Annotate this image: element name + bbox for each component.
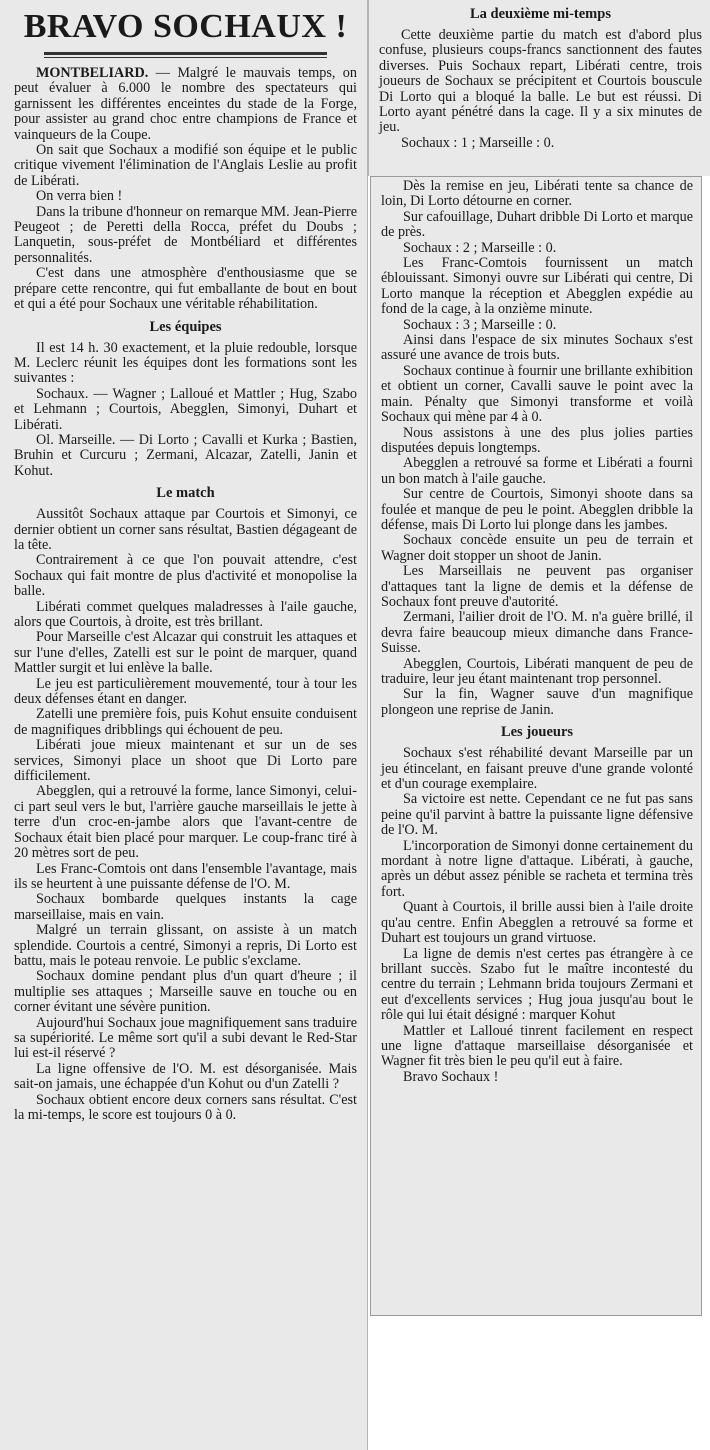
paragraph: Quant à Courtois, il brille aussi bien à l'aile droite qu'au centre. Enfin Abegglen a retrouvé sa forme et Duhart est toujours un grand virtuose. — [381, 899, 693, 947]
paragraph: MONTBELIARD. — Malgré le mauvais temps, on peut évaluer à 6.000 le nombre des spectateurs qui garnissent les différentes enceintes du stade de la Forge, pour assister au grand choc entre champions de France et vainqueurs de la Coupe. — [14, 65, 357, 143]
paragraph: Sochaux : 2 ; Marseille : 0. — [403, 239, 557, 256]
paragraph: Abegglen, Courtois, Libérati manquent de peu de traduire, leur jeu étant maintenant trop personnel. — [381, 655, 693, 687]
heading-joueurs: Les joueurs — [500, 724, 574, 741]
paragraph: Libérati joue mieux maintenant et sur un de ses services, Simonyi place un shoot que Di Lorto pare difficilement. — [14, 737, 357, 785]
paragraph: Dès la remise en jeu, Libérati tente sa chance de loin, Di Lorto détourne en corner. — [381, 178, 693, 210]
paragraph: Malgré un terrain glissant, on assiste à un match splendide. Courtois a centré, Simonyi a repris, Di Lorto est battu, mais le poteau renvoie. Le public s'exclame. — [14, 922, 357, 969]
paragraph: Les Marseillais ne peuvent pas organiser d'attaques tant la ligne de demis et la défense de Sochaux font preuve d'autorité. — [381, 563, 693, 610]
paragraph: Zermani, l'ailier droit de l'O. M. n'a guère brillé, il devra faire beaucoup mieux dimanche dans France-Suisse. — [381, 609, 693, 657]
paragraph: Bravo Sochaux ! — [403, 1068, 499, 1085]
paragraph: Mattler et Lalloué tinrent facilement en respect une ligne d'attaque marseillaise désorganisée et Wagner fit très bien le peu qu'il eut à faire. — [381, 1022, 693, 1070]
heading-match: Le match — [156, 485, 215, 502]
paragraph: Sochaux. — Wagner ; Lalloué et Mattler ; Hug, Szabo et Lehmann ; Courtois, Abegglen, Simonyi, Duhart et Libérati. — [14, 385, 357, 433]
paragraph: Abegglen, qui a retrouvé la forme, lance Simonyi, celui-ci part seul vers le but, l'arrière gauche marseillais le jette à terre d'un croc-en-jambe alors que l'avant-centre de Sochaux était bien placé pour marquer. Le coup-franc tiré à 20 mètres sort de peu. — [14, 783, 357, 862]
paragraph: Les Franc-Comtois fournissent un match éblouissant. Simonyi ouvre sur Libérati qui centre, Di Lorto manque la réception et Abegglen expédie au fond de la cage, à la onzième minute. — [381, 255, 693, 318]
paragraph: C'est dans une atmosphère d'enthousiasme que se prépare cette rencontre, qui fut emballante de bout en bout et qui a été pour Sochaux une véritable réhabilitation. — [14, 265, 357, 313]
paragraph: Sur la fin, Wagner sauve d'un magnifique plongeon une reprise de Janin. — [381, 686, 693, 718]
paragraph: Libérati commet quelques maladresses à l'aile gauche, alors que Courtois, à droite, est très brillant. — [14, 598, 357, 630]
article-title: BRAVO SOCHAUX ! — [23, 8, 348, 45]
paragraph: Abegglen a retrouvé sa forme et Libérati a fourni un bon match à l'aile gauche. — [381, 455, 693, 487]
paragraph: Sochaux obtient encore deux corners sans résultat. C'est la mi-temps, le score est toujours 0 à 0. — [14, 1091, 357, 1123]
heading-equipes: Les équipes — [149, 318, 222, 335]
paragraph: Sa victoire est nette. Cependant ce ne fut pas sans peine qu'il parvint à battre la puissante ligne défensive de l'O. M. — [381, 791, 693, 839]
paragraph: Ainsi dans l'espace de six minutes Sochaux s'est assuré une avance de trois buts. — [381, 332, 693, 364]
deuxieme-top-section — [379, 28, 702, 151]
paragraph: Zatelli une première fois, puis Kohut ensuite conduisent de magnifiques dribblings qui échouent de peu. — [14, 706, 357, 738]
deuxieme-section — [381, 179, 693, 718]
title-rule-thin — [44, 57, 327, 58]
paragraph: On sait que Sochaux a modifié son équipe et le public critique vivement l'élimination de l'Anglais Leslie au profit de Libérati. — [14, 142, 357, 189]
paragraph: Le jeu est particulièrement mouvementé, tour à tour les deux défenses étant en danger. — [14, 675, 357, 708]
paragraph: Ol. Marseille. — Di Lorto ; Cavalli et Kurka ; Bastien, Bruhin et Curcuru ; Zermani, Alcazar, Zatelli, Janin et Kohut. — [14, 431, 357, 479]
match-section — [14, 507, 357, 1123]
title-rule — [44, 52, 327, 55]
paragraph: Cette deuxième partie du match est d'abord plus confuse, plusieurs coups-francs sanctionnent des fautes diverses. Puis Sochaux repart, Libérati centre, trois joueurs de Sochaux se précipitent et Courtois bouscule Di Lorto qui a bloqué la balle. Le but est réussi. Di Lorto ayant pénétré dans la cage. Il y a six minutes de jeu. — [379, 27, 702, 136]
paragraph: Sochaux : 1 ; Marseille : 0. — [401, 134, 555, 151]
equipes-section — [14, 341, 357, 480]
paragraph: L'incorporation de Simonyi donne certainement du mordant à notre ligne d'attaque. Libérati, à gauche, après un début assez pénible se racheta et termina très fort. — [381, 837, 693, 900]
paragraph: Dans la tribune d'honneur on remarque MM. Jean-Pierre Peugeot ; de Peretti della Rocca, préfet du Doubs ; Lanquetin, sous-préfet de Montbéliard et différentes personnalités. — [14, 203, 357, 266]
paragraph: La ligne offensive de l'O. M. est désorganisée. Mais sait-on jamais, une échappée d'un Kohut ou d'un Zatelli ? — [14, 1060, 357, 1093]
paragraph: Il est 14 h. 30 exactement, et la pluie redouble, lorsque M. Leclerc réunit les équipes dont les formations sont les suivantes : — [14, 339, 357, 387]
joueurs-section — [381, 746, 693, 1085]
paragraph: Sochaux s'est réhabilité devant Marseille par un jeu étincelant, en faisant preuve d'une grande volonté et d'un courage exemplaire. — [381, 745, 693, 793]
right-top-column — [368, 0, 710, 176]
paragraph: Sochaux concède ensuite un peu de terrain et Wagner doit stopper un shoot de Janin. — [381, 532, 693, 564]
paragraph: Sochaux domine pendant plus d'un quart d'heure ; il multiplie ses attaques ; Marseille sauve en touche ou en corner évitant une sévère punition. — [14, 968, 357, 1016]
paragraph: Pour Marseille c'est Alcazar qui construit les attaques et sur l'une d'elles, Zatelli est sur le point de marquer, quand Mattler surgit et lui enlève la balle. — [14, 629, 357, 677]
paragraph: La ligne de demis n'est certes pas étrangère à ce brillant succès. Szabo fut le maître incontesté du centre du terrain ; Lehmann brida toujours Zermani et eut d'excellents services ; Hug joua jusqu'au bout le rôle qui lui était désigné : marquer Kohut — [381, 945, 693, 1024]
paragraph: Sochaux continue à fournir une brillante exhibition et obtient un corner, Cavalli sauve le point avec la main. Pénalty que Simonyi transforme et voilà Sochaux qui mène par 4 à 0. — [381, 362, 693, 426]
paragraph: Aujourd'hui Sochaux joue magnifiquement sans traduire sa supériorité. Le même sort qu'il a subi devant le Red-Star lui est-il réservé ? — [14, 1014, 357, 1062]
paragraph: Sur centre de Courtois, Simonyi shoote dans sa foulée et manque de peu le point. Abegglen dribble la défense, mais Di Lorto lui plonge dans les jambes. — [381, 486, 693, 533]
paragraph: Aussitôt Sochaux attaque par Courtois et Simonyi, ce dernier obtient un corner sans résultat, Bastien dégageant de la tête. — [14, 506, 357, 553]
intro-section — [14, 66, 357, 313]
paragraph: Sur cafouillage, Duhart dribble Di Lorto et marque de près. — [381, 208, 693, 241]
paragraph: On verra bien ! — [36, 188, 123, 205]
paragraph: Les Franc-Comtois ont dans l'ensemble l'avantage, mais ils se heurtent à une puissante défense de l'O. M. — [14, 860, 357, 892]
paragraph: Sochaux bombarde quelques instants la cage marseillaise, mais en vain. — [14, 891, 357, 923]
paragraph: Contrairement à ce que l'on pouvait attendre, c'est Sochaux qui fait montre de plus d'activité et monopolise la balle. — [14, 552, 357, 600]
right-bottom-column — [370, 176, 702, 1316]
heading-deuxieme: La deuxième mi-temps — [470, 6, 611, 22]
paragraph: Sochaux : 3 ; Marseille : 0. — [403, 316, 557, 333]
paragraph: Nous assistons à une des plus jolies parties disputées depuis longtemps. — [381, 424, 693, 456]
